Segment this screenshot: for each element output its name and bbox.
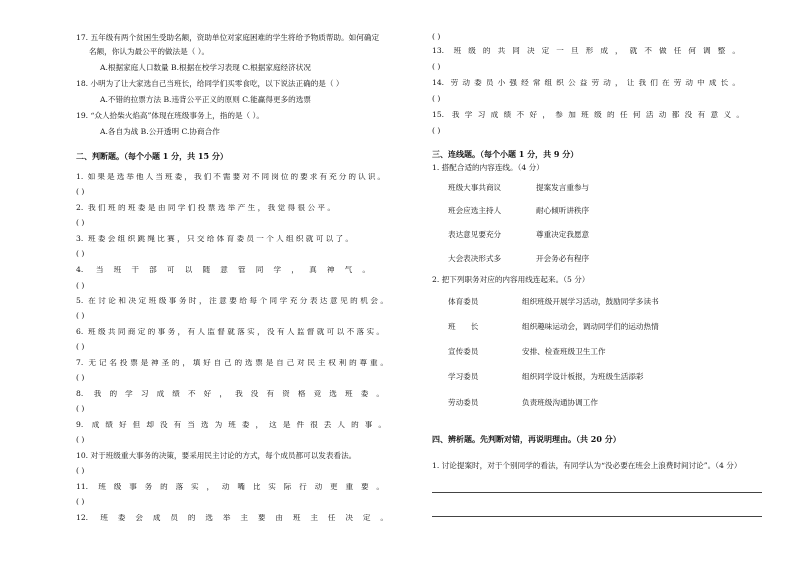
match-q1-right-1[interactable]: 提案发言重参与 <box>536 183 590 192</box>
judge-blank-3[interactable]: ( ) <box>76 249 85 258</box>
judge-blank-9[interactable]: ( ) <box>76 435 85 444</box>
judge-blank-13[interactable]: ( ) <box>432 62 441 71</box>
judge-blank-4[interactable]: ( ) <box>76 281 85 290</box>
judge-item-3: 3. 班委会组织跳绳比赛，只交给体育委员一个人组织就可以了。 <box>76 235 353 243</box>
match-q1-right-3[interactable]: 尊重决定我愿意 <box>536 230 590 239</box>
q17-options: A.根据家庭人口数量 B.根据在校学习表现 C.根据家庭经济状况 <box>100 63 311 72</box>
match-q2: 2. 把下列职务对应的内容用线连起来。（5 分） <box>432 275 590 284</box>
judge-item-6: 6. 班级共同商定的事务，有人监督就落实，没有人监督就可以不落实。 <box>76 328 384 336</box>
judge-item-11: 11. 班级事务的落实，动嘴比实际行动更重要。 <box>76 483 384 491</box>
judge-blank-12[interactable]: ( ) <box>432 32 441 41</box>
judge-blank-5[interactable]: ( ) <box>76 311 85 320</box>
judge-item-14: 14. 劳动委员小强经常组织公益劳动，让我们在劳动中成长。 <box>432 79 740 87</box>
answer-line-2[interactable] <box>432 516 762 517</box>
match-q2-left-2[interactable]: 班 长 <box>448 322 479 331</box>
judge-item-12: 12. 班委会成员的选举主要由班主任决定。 <box>76 514 388 522</box>
q17-line2: 名额，你认为最公平的做法是（ ）。 <box>89 47 210 56</box>
analysis-section-title: 四、辨析题。先判断对错，再说明理由。（共 20 分） <box>432 434 621 444</box>
match-q2-right-1[interactable]: 组织班级开展学习活动，鼓励同学多读书 <box>522 297 659 306</box>
match-q2-right-2[interactable]: 组织趣味运动会，调动同学们的运动热情 <box>522 322 659 331</box>
judge-item-9: 9. 成绩好但却没有当选为班委，这是件很丢人的事。 <box>76 421 386 429</box>
q19-line1: 19. “众人拾柴火焰高”体现在班级事务上，指的是（ ）。 <box>76 111 264 120</box>
judge-item-13: 13. 班级的共同决定一旦形成，就不做任何调整。 <box>432 47 740 55</box>
right-column <box>410 0 794 561</box>
judge-item-5: 5. 在讨论和决定班级事务时，注意要给每个同学充分表达意见的机会。 <box>76 297 388 305</box>
judge-item-4: 4. 当班干部可以随意管同学，真神气。 <box>76 266 370 274</box>
q18-options: A.不错的拉票方法 B.违背公平正义的原则 C.能赢得更多的选票 <box>100 95 311 104</box>
match-q1-right-2[interactable]: 耐心倾听讲秩序 <box>536 206 590 215</box>
match-q1-left-4[interactable]: 大会表决形式多 <box>448 254 502 263</box>
judge-blank-14[interactable]: ( ) <box>432 94 441 103</box>
judge-blank-10[interactable]: ( ) <box>76 466 85 475</box>
judge-item-7: 7. 无记名投票是神圣的，填好自己的选票是自己对民主权利的尊重。 <box>76 359 388 367</box>
match-q2-left-3[interactable]: 宣传委员 <box>448 347 479 356</box>
judge-blank-7[interactable]: ( ) <box>76 373 85 382</box>
judge-item-2: 2. 我们班的班委是由同学们投票选举产生，我觉得很公平。 <box>76 204 335 212</box>
judge-blank-11[interactable]: ( ) <box>76 497 85 506</box>
match-q2-right-5[interactable]: 负责班级沟通协调工作 <box>522 398 598 407</box>
judge-blank-2[interactable]: ( ) <box>76 218 85 227</box>
q18-line1: 18. 小明为了让大家选自己当班长，给同学们买零食吃，以下说法正确的是（ ） <box>76 79 344 88</box>
match-q1-left-2[interactable]: 班会应选主持人 <box>448 206 502 215</box>
judge-blank-15[interactable]: ( ) <box>432 126 441 135</box>
match-q1: 1. 搭配合适的内容连线。（4 分） <box>432 163 544 172</box>
judge-section-title: 二、判断题。（每个小题 1 分，共 15 分） <box>76 151 228 161</box>
match-q2-right-3[interactable]: 安排、检查班级卫生工作 <box>522 347 606 356</box>
judge-blank-1[interactable]: ( ) <box>76 187 85 196</box>
judge-item-1: 1. 如果是选举他人当班委，我们不需要对不同岗位的要求有充分的认识。 <box>76 173 385 181</box>
judge-item-8: 8. 我的学习成绩不好，我没有资格竞选班委。 <box>76 390 384 398</box>
q19-options: A.各自为战 B.公开透明 C.协商合作 <box>100 127 220 136</box>
match-q1-left-3[interactable]: 表达意见要充分 <box>448 230 502 239</box>
judge-item-10: 10. 对于班级重大事务的决策，要采用民主讨论的方式，每个成员都可以发表看法。 <box>76 451 357 460</box>
match-q1-left-1[interactable]: 班级大事共商议 <box>448 183 502 192</box>
match-q2-left-4[interactable]: 学习委员 <box>448 372 479 381</box>
judge-item-15: 15. 我学习成绩不好，参加班级的任何活动都没有意义。 <box>432 111 744 119</box>
match-q2-left-5[interactable]: 劳动委员 <box>448 398 479 407</box>
match-q2-left-1[interactable]: 体育委员 <box>448 297 479 306</box>
match-section-title: 三、连线题。（每个小题 1 分，共 9 分） <box>432 149 579 159</box>
judge-blank-8[interactable]: ( ) <box>76 404 85 413</box>
q17-line1: 17. 五年级有两个贫困生受助名额，资助单位对家庭困难的学生将给予物质帮助。如何确定 <box>76 33 380 42</box>
analysis-q1: 1. 讨论提案时，对于个别同学的看法，有同学认为“没必要在班会上浪费时间讨论”。（4 分） <box>432 461 742 470</box>
answer-line-1[interactable] <box>432 492 762 493</box>
match-q1-right-4[interactable]: 开会务必有程序 <box>536 254 590 263</box>
judge-blank-6[interactable]: ( ) <box>76 342 85 351</box>
match-q2-right-4[interactable]: 组织同学设计板报，为班级生活添彩 <box>522 372 644 381</box>
